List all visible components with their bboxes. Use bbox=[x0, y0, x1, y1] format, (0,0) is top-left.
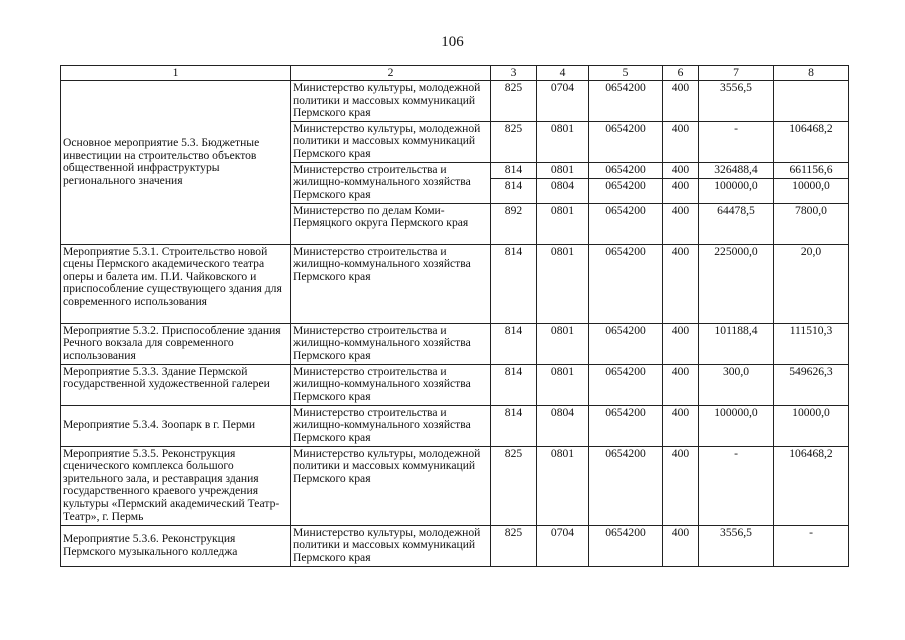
table-row bbox=[61, 244, 849, 323]
table-row bbox=[61, 525, 849, 566]
cell-c4: 0801 bbox=[537, 446, 589, 525]
budget-table bbox=[60, 65, 849, 567]
page-number: 106 bbox=[441, 34, 464, 50]
cell-c6: 400 bbox=[663, 405, 699, 446]
main-event-name: Основное мероприятие 5.3. Бюджетные инвестиции на строительство объектов общественной инфраструктуры регионального значения bbox=[61, 81, 291, 245]
cell-c7: 64478,5 bbox=[699, 203, 774, 244]
cell-c7: 326488,4 bbox=[699, 162, 774, 178]
cell-c6: 400 bbox=[663, 203, 699, 244]
cell-c6: 400 bbox=[663, 81, 699, 122]
header-cell: 3 bbox=[491, 66, 537, 81]
event-name: Мероприятие 5.3.2. Приспособление здания Речного вокзала для современного использования bbox=[61, 323, 291, 364]
cell-c8: 106468,2 bbox=[774, 446, 849, 525]
cell-c5: 0654200 bbox=[589, 81, 663, 122]
cell-c4: 0801 bbox=[537, 244, 589, 323]
cell-c4: 0801 bbox=[537, 121, 589, 162]
ministry-cell: Министерство строительства и жилищно-коммунального хозяйства Пермского края bbox=[291, 244, 491, 323]
header-cell: 2 bbox=[291, 66, 491, 81]
cell-c4: 0801 bbox=[537, 364, 589, 405]
cell-c7: 100000,0 bbox=[699, 178, 774, 203]
cell-c8: - bbox=[774, 525, 849, 566]
cell-c4: 0804 bbox=[537, 405, 589, 446]
cell-c6: 400 bbox=[663, 244, 699, 323]
event-name: Мероприятие 5.3.4. Зоопарк в г. Перми bbox=[61, 405, 291, 446]
event-name: Мероприятие 5.3.5. Реконструкция сценического комплекса большого зрительного зала, и реставрация здания государственного краевого учреждения культуры «Пермский академический Театр-Театр», г. Пермь bbox=[61, 446, 291, 525]
cell-c6: 400 bbox=[663, 178, 699, 203]
cell-c8: 20,0 bbox=[774, 244, 849, 323]
cell-c8: 661156,6 bbox=[774, 162, 849, 178]
cell-c5: 0654200 bbox=[589, 121, 663, 162]
cell-c3: 892 bbox=[491, 203, 537, 244]
cell-c4: 0801 bbox=[537, 203, 589, 244]
cell-c6: 400 bbox=[663, 364, 699, 405]
cell-c7: - bbox=[699, 121, 774, 162]
cell-c5: 0654200 bbox=[589, 405, 663, 446]
cell-c7: 101188,4 bbox=[699, 323, 774, 364]
cell-c5: 0654200 bbox=[589, 203, 663, 244]
cell-c7: - bbox=[699, 446, 774, 525]
header-cell: 8 bbox=[774, 66, 849, 81]
cell-c4: 0804 bbox=[537, 178, 589, 203]
table-row bbox=[61, 81, 849, 122]
cell-c3: 814 bbox=[491, 244, 537, 323]
cell-c8: 111510,3 bbox=[774, 323, 849, 364]
cell-c3: 814 bbox=[491, 405, 537, 446]
cell-c3: 814 bbox=[491, 162, 537, 178]
cell-c8: 7800,0 bbox=[774, 203, 849, 244]
cell-c5: 0654200 bbox=[589, 162, 663, 178]
header-row bbox=[61, 66, 849, 81]
cell-c3: 825 bbox=[491, 81, 537, 122]
header-cell: 7 bbox=[699, 66, 774, 81]
ministry-cell: Министерство по делам Коми-Пермяцкого округа Пермского края bbox=[291, 203, 491, 244]
cell-c7: 100000,0 bbox=[699, 405, 774, 446]
event-name: Мероприятие 5.3.6. Реконструкция Пермского музыкального колледжа bbox=[61, 525, 291, 566]
ministry-cell: Министерство культуры, молодежной политики и массовых коммуникаций Пермского края bbox=[291, 121, 491, 162]
ministry-cell: Министерство строительства и жилищно-коммунального хозяйства Пермского края bbox=[291, 162, 491, 203]
ministry-cell: Министерство строительства и жилищно-коммунального хозяйства Пермского края bbox=[291, 364, 491, 405]
cell-c3: 814 bbox=[491, 364, 537, 405]
ministry-cell: Министерство культуры, молодежной политики и массовых коммуникаций Пермского края bbox=[291, 81, 491, 122]
cell-c8 bbox=[774, 81, 849, 122]
header-cell: 4 bbox=[537, 66, 589, 81]
cell-c3: 825 bbox=[491, 121, 537, 162]
cell-c6: 400 bbox=[663, 525, 699, 566]
cell-c6: 400 bbox=[663, 162, 699, 178]
ministry-cell: Министерство культуры, молодежной политики и массовых коммуникаций Пермского края bbox=[291, 525, 491, 566]
ministry-cell: Министерство культуры, молодежной политики и массовых коммуникаций Пермского края bbox=[291, 446, 491, 525]
table-row bbox=[61, 323, 849, 364]
cell-c4: 0801 bbox=[537, 323, 589, 364]
event-name: Мероприятие 5.3.3. Здание Пермской государственной художественной галереи bbox=[61, 364, 291, 405]
cell-c7: 225000,0 bbox=[699, 244, 774, 323]
cell-c6: 400 bbox=[663, 121, 699, 162]
cell-c4: 0801 bbox=[537, 162, 589, 178]
cell-c4: 0704 bbox=[537, 525, 589, 566]
cell-c3: 825 bbox=[491, 525, 537, 566]
cell-c5: 0654200 bbox=[589, 323, 663, 364]
cell-c5: 0654200 bbox=[589, 446, 663, 525]
ministry-cell: Министерство строительства и жилищно-коммунального хозяйства Пермского края bbox=[291, 323, 491, 364]
cell-c5: 0654200 bbox=[589, 178, 663, 203]
cell-c5: 0654200 bbox=[589, 525, 663, 566]
cell-c3: 814 bbox=[491, 323, 537, 364]
cell-c7: 300,0 bbox=[699, 364, 774, 405]
header-cell: 5 bbox=[589, 66, 663, 81]
header-cell: 6 bbox=[663, 66, 699, 81]
header-cell: 1 bbox=[61, 66, 291, 81]
cell-c6: 400 bbox=[663, 446, 699, 525]
cell-c5: 0654200 bbox=[589, 244, 663, 323]
cell-c3: 814 bbox=[491, 178, 537, 203]
table-row bbox=[61, 446, 849, 525]
table-row bbox=[61, 364, 849, 405]
cell-c8: 10000,0 bbox=[774, 178, 849, 203]
cell-c5: 0654200 bbox=[589, 364, 663, 405]
cell-c8: 106468,2 bbox=[774, 121, 849, 162]
ministry-cell: Министерство строительства и жилищно-коммунального хозяйства Пермского края bbox=[291, 405, 491, 446]
cell-c7: 3556,5 bbox=[699, 525, 774, 566]
cell-c8: 549626,3 bbox=[774, 364, 849, 405]
cell-c8: 10000,0 bbox=[774, 405, 849, 446]
event-name: Мероприятие 5.3.1. Строительство новой сцены Пермского академического театра оперы и балета им. П.И. Чайковского и приспособление существующего здания для современного использования bbox=[61, 244, 291, 323]
cell-c3: 825 bbox=[491, 446, 537, 525]
table-row bbox=[61, 405, 849, 446]
cell-c6: 400 bbox=[663, 323, 699, 364]
cell-c7: 3556,5 bbox=[699, 81, 774, 122]
cell-c4: 0704 bbox=[537, 81, 589, 122]
